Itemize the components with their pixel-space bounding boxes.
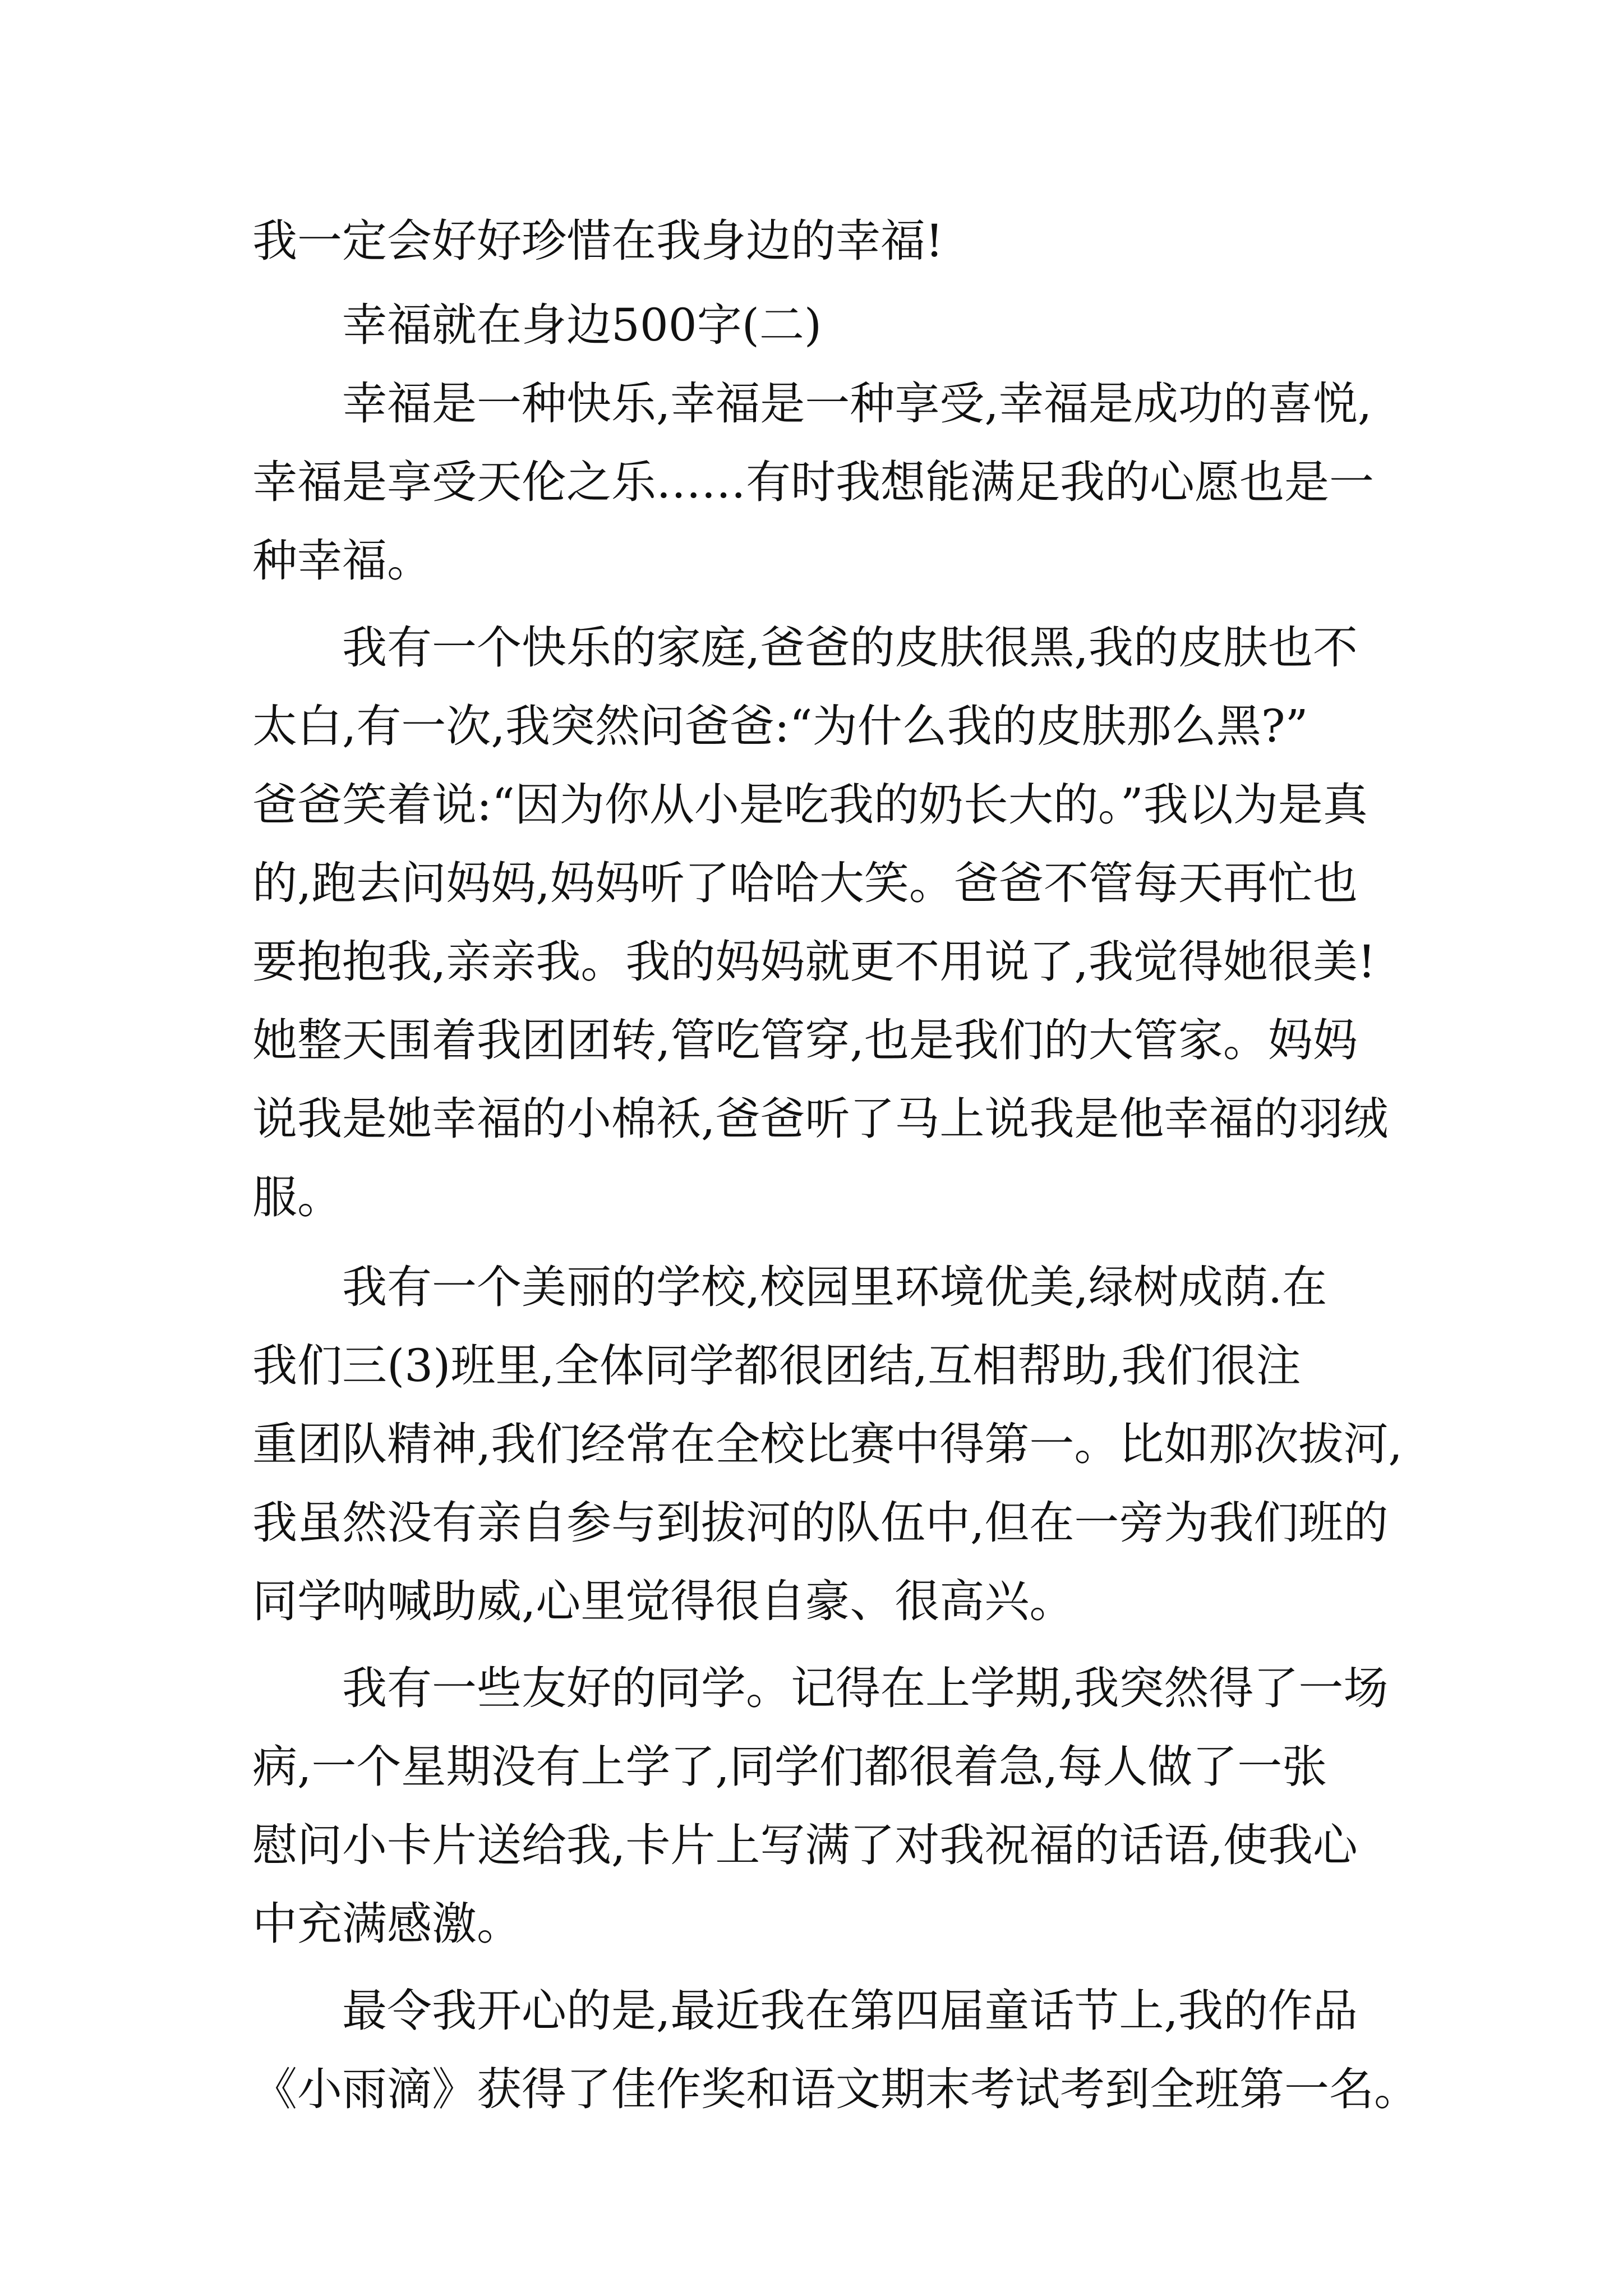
text-line: 我有一些友好的同学。记得在上学期,我突然得了一场 (342, 1662, 1389, 1714)
text-line: 最令我开心的是,最近我在第四届童话节上,我的作品 (342, 1985, 1358, 2037)
text-line: 要抱抱我,亲亲我。我的妈妈就更不用说了,我觉得她很美! (252, 936, 1376, 988)
text-line: 我一定会好好珍惜在我身边的幸福! (252, 215, 944, 267)
text-line: 《小雨滴》获得了佳作奖和语文期末考试考到全班第一名。 (252, 2063, 1419, 2115)
text-line: 种幸福。 (252, 535, 432, 587)
text-line: 爸爸笑着说:“因为你从小是吃我的奶长大的。”我以为是真 (252, 779, 1368, 831)
text-line: 服。 (252, 1171, 342, 1223)
text-line: 我有一个美丽的学校,校园里环境优美,绿树成荫.在 (342, 1261, 1327, 1313)
text-line: 中充满感激。 (252, 1898, 522, 1950)
text-line: 重团队精神,我们经常在全校比赛中得第一。比如那次拔河, (252, 1418, 1403, 1470)
text-line: 她整天围着我团团转,管吃管穿,也是我们的大管家。妈妈 (252, 1014, 1358, 1066)
text-line: 同学呐喊助威,心里觉得很自豪、很高兴。 (252, 1575, 1075, 1627)
text-line: 我有一个快乐的家庭,爸爸的皮肤很黑,我的皮肤也不 (342, 622, 1358, 674)
text-line: 病,一个星期没有上学了,同学们都很着急,每人做了一张 (252, 1741, 1327, 1793)
text-line: 幸福是一种快乐,幸福是一种享受,幸福是成功的喜悦, (342, 378, 1372, 430)
text-line: 幸福是享受天伦之乐……有时我想能满足我的心愿也是一 (252, 456, 1374, 508)
text-line: 太白,有一次,我突然问爸爸:“为什么我的皮肤那么黑?” (252, 700, 1308, 752)
text-line: 我们三(3)班里,全体同学都很团结,互相帮助,我们很注 (252, 1340, 1301, 1392)
section-heading: 幸福就在身边500字(二) (342, 299, 822, 351)
text-line: 我虽然没有亲自参与到拔河的队伍中,但在一旁为我们班的 (252, 1497, 1389, 1549)
text-line: 慰问小卡片送给我,卡片上写满了对我祝福的话语,使我心 (252, 1819, 1358, 1871)
text-line: 说我是她幸福的小棉袄,爸爸听了马上说我是他幸福的羽绒 (252, 1093, 1389, 1145)
text-line: 的,跑去问妈妈,妈妈听了哈哈大笑。爸爸不管每天再忙也 (252, 857, 1358, 909)
